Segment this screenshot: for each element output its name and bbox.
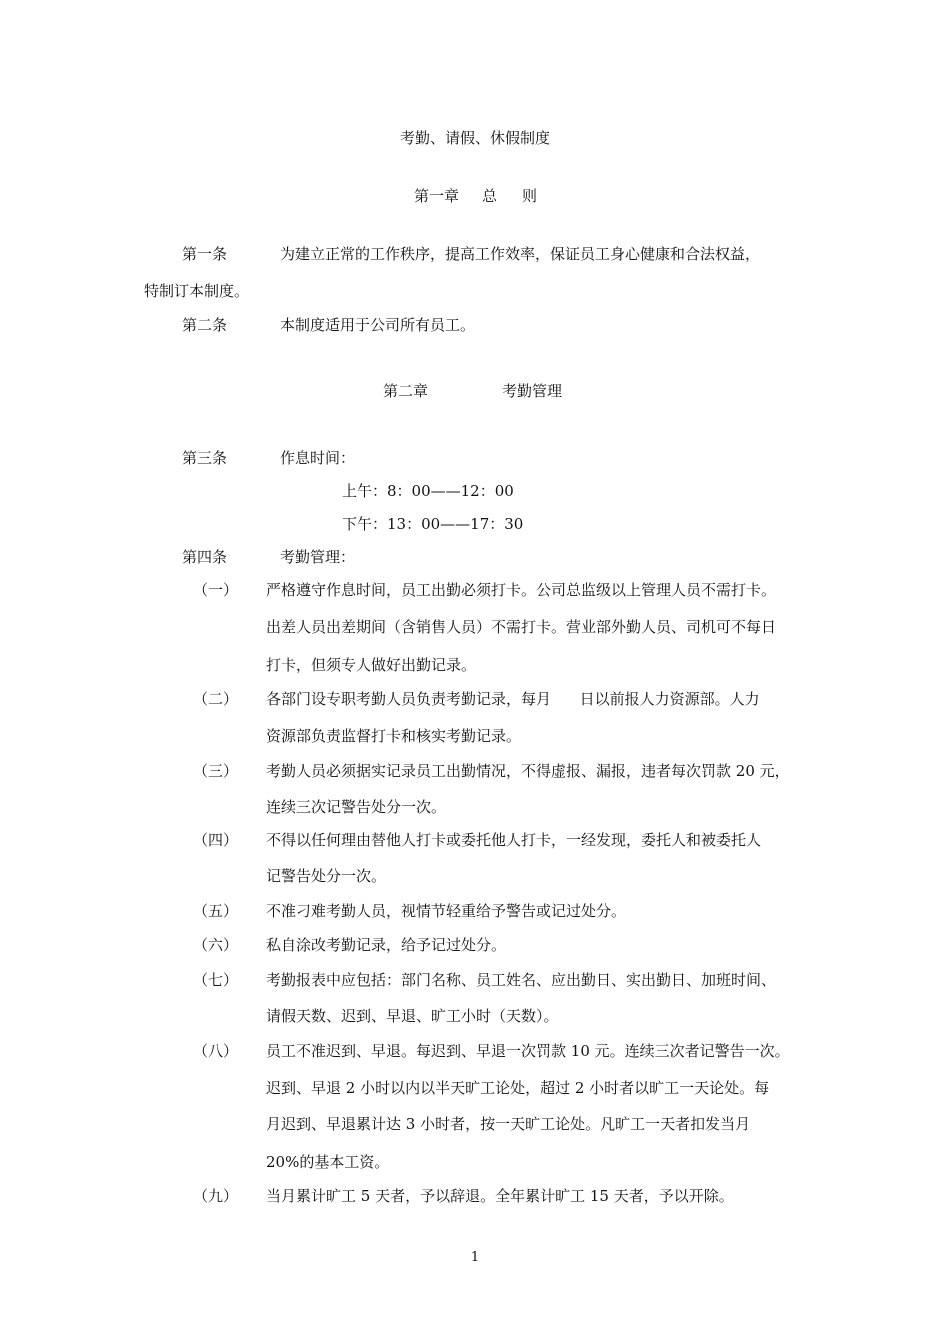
item-4-number: （四） <box>193 831 239 849</box>
chapter-2-number: 第二章 <box>383 382 429 400</box>
article-3-text: 作息时间： <box>280 449 356 467</box>
item-8-line-4: 20%的基本工资。 <box>266 1153 390 1171</box>
chapter-1-name-part-2: 则 <box>522 187 538 205</box>
article-4-text: 考勤管理： <box>280 548 356 566</box>
item-2-line-1: 各部门设专职考勤人员负责考勤记录，每月 日以前报人力资源部。人力 <box>266 690 760 708</box>
page-number: 1 <box>470 1250 480 1265</box>
chapter-2-name: 考勤管理 <box>502 382 563 400</box>
item-2-line-2: 资源部负责监督打卡和核实考勤记录。 <box>266 727 522 745</box>
item-5-line-1: 不准刁难考勤人员，视情节轻重给予警告或记过处分。 <box>266 902 627 920</box>
item-4-line-2: 记警告处分一次。 <box>266 867 387 885</box>
item-3-line-1: 考勤人员必须据实记录员工出勤情况，不得虚报、漏报，违者每次罚款 20 元， <box>266 762 790 780</box>
item-9-line-1: 当月累计旷工 5 天者，予以辞退。全年累计旷工 15 天者，予以开除。 <box>266 1187 734 1205</box>
article-4-label: 第四条 <box>182 548 228 566</box>
item-5-number: （五） <box>193 902 239 920</box>
document-title: 考勤、请假、休假制度 <box>399 129 550 147</box>
item-4-line-1: 不得以任何理由替他人打卡或委托他人打卡，一经发现，委托人和被委托人 <box>266 831 762 849</box>
work-hours-morning: 上午：8：00——12：00 <box>342 482 514 500</box>
item-1-line-1: 严格遵守作息时间，员工出勤必须打卡。公司总监级以上管理人员不需打卡。 <box>266 581 777 599</box>
item-8-line-1: 员工不准迟到、早退。每迟到、早退一次罚款 10 元。连续三次者记警告一次。 <box>266 1042 790 1060</box>
chapter-1-number: 第一章 <box>414 187 460 205</box>
item-6-number: （六） <box>193 936 239 954</box>
item-3-line-2: 连续三次记警告处分一次。 <box>266 798 447 816</box>
item-1-line-3: 打卡，但须专人做好出勤记录。 <box>266 656 477 674</box>
item-3-number: （三） <box>193 762 239 780</box>
article-3-label: 第三条 <box>182 449 228 467</box>
item-8-line-3: 月迟到、早退累计达 3 小时者，按一天旷工论处。凡旷工一天者扣发当月 <box>266 1115 751 1133</box>
item-7-number: （七） <box>193 971 239 989</box>
article-1-text-line-1: 为建立正常的工作秩序，提高工作效率，保证员工身心健康和合法权益， <box>280 245 761 263</box>
item-1-number: （一） <box>193 581 239 599</box>
article-2-label: 第二条 <box>182 316 228 334</box>
item-6-line-1: 私自涂改考勤记录，给予记过处分。 <box>266 936 507 954</box>
item-8-line-2: 迟到、早退 2 小时以内以半天旷工论处，超过 2 小时者以旷工一天论处。每 <box>266 1079 770 1097</box>
item-8-number: （八） <box>193 1042 239 1060</box>
item-2-number: （二） <box>193 690 239 708</box>
work-hours-afternoon: 下午：13：00——17：30 <box>342 515 524 533</box>
item-1-line-2: 出差人员出差期间（含销售人员）不需打卡。营业部外勤人员、司机可不每日 <box>266 618 777 636</box>
item-7-line-2: 请假天数、迟到、早退、旷工小时（天数）。 <box>266 1007 559 1025</box>
article-1-label: 第一条 <box>182 245 228 263</box>
chapter-1-name-part-1: 总 <box>482 187 498 205</box>
article-1-text-line-2: 特制订本制度。 <box>144 282 250 300</box>
article-2-text: 本制度适用于公司所有员工。 <box>280 316 476 334</box>
item-7-line-1: 考勤报表中应包括：部门名称、员工姓名、应出勤日、实出勤日、加班时间、 <box>266 971 777 989</box>
item-9-number: （九） <box>193 1187 239 1205</box>
